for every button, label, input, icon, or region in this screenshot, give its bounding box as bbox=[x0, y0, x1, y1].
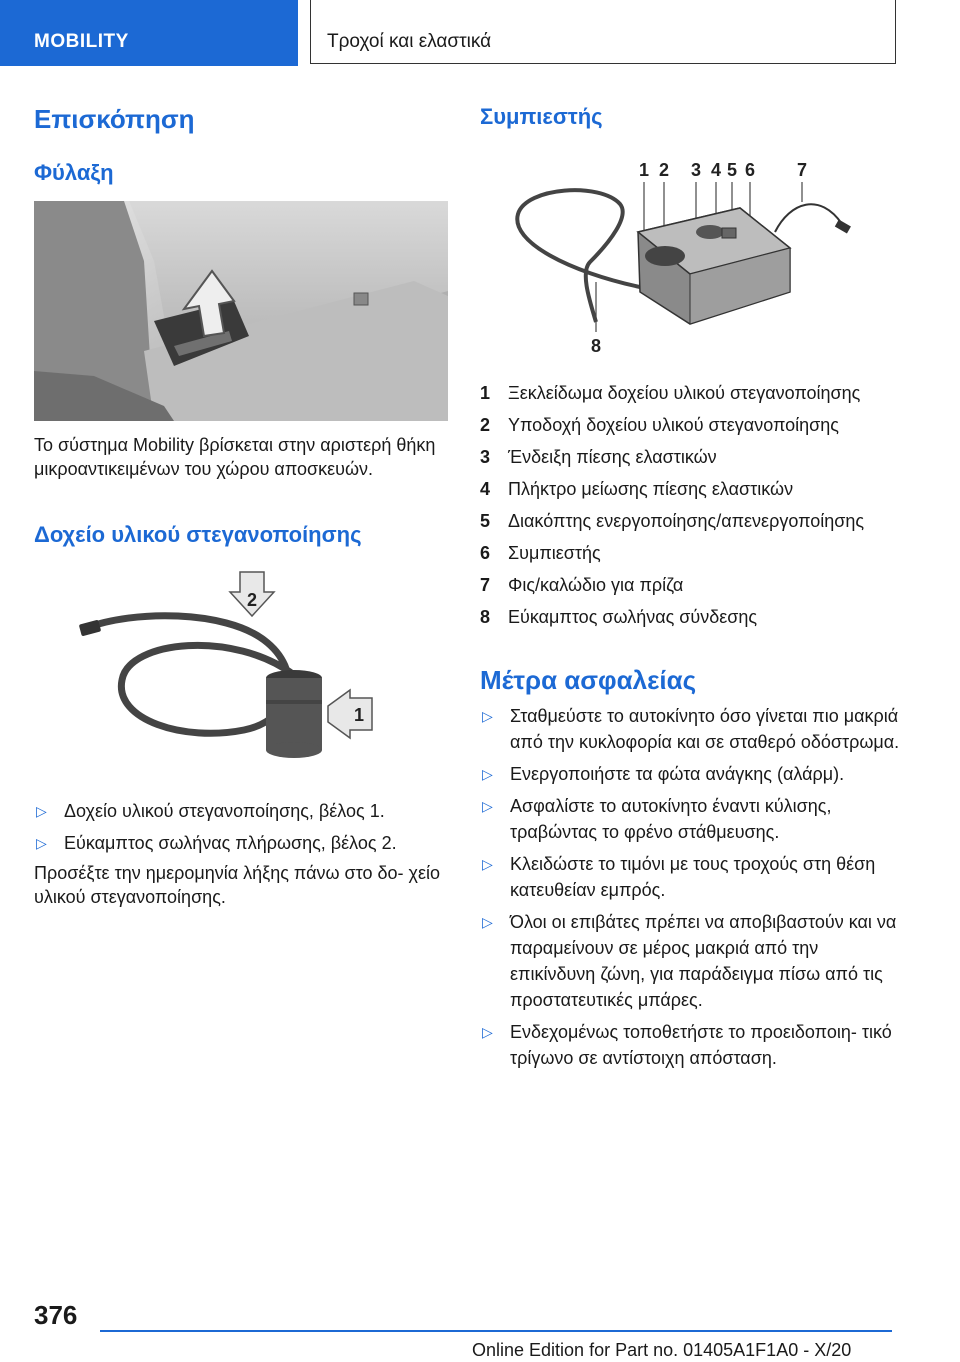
callout-1: 1 bbox=[353, 705, 365, 725]
callout-2: 2 bbox=[246, 590, 258, 610]
legend-item: 8 Εύκαμπτος σωλήνας σύνδεσης bbox=[480, 607, 758, 627]
legend-item: 1 Ξεκλείδωμα δοχείου υλικού στεγανοποίησης bbox=[480, 383, 861, 403]
callout-1: 1 bbox=[638, 160, 650, 180]
list-item: ▷ Ασφαλίστε το αυτοκίνητο έναντι κύλισης, τραβώντας το φρένο στάθμευσης. bbox=[480, 793, 900, 845]
compressor-heading: Συμπιεστής bbox=[480, 104, 603, 129]
list-item: ▷ Δοχείο υλικού στεγανοποίησης, βέλος 1. bbox=[34, 798, 448, 824]
triangle-bullet-icon: ▷ bbox=[482, 766, 493, 782]
legend-item: 4 Πλήκτρο μείωσης πίεσης ελαστικών bbox=[480, 479, 794, 499]
callout-4: 4 bbox=[710, 160, 722, 180]
list-item: ▷ Σταθμεύστε το αυτοκίνητο όσο γίνεται πιο μακριά από την κυκλοφορία και σε σταθερό οδόστρωμα. bbox=[480, 703, 900, 755]
callout-6: 6 bbox=[744, 160, 756, 180]
page-number: 376 bbox=[34, 1300, 78, 1330]
callout-8: 8 bbox=[590, 336, 602, 356]
list-item: ▷ Εύκαμπτος σωλήνας πλήρωσης, βέλος 2. bbox=[34, 830, 448, 856]
list-item: ▷ Ενεργοποιήστε τα φώτα ανάγκης (αλάρμ). bbox=[480, 761, 900, 787]
container-heading: Δοχείο υλικού στεγανοποίησης bbox=[34, 522, 362, 547]
compressor-diagram bbox=[490, 152, 870, 362]
section-tab: MOBILITY bbox=[0, 0, 298, 66]
triangle-bullet-icon: ▷ bbox=[36, 835, 47, 851]
callout-3: 3 bbox=[690, 160, 702, 180]
page-header bbox=[0, 0, 960, 66]
legend-item: 6 Συμπιεστής bbox=[480, 543, 601, 563]
container-bullets bbox=[34, 798, 448, 856]
callout-5: 5 bbox=[726, 160, 738, 180]
storage-description: Το σύστημα Mobility βρίσκεται στην αριστερή θήκη μικροαντικειμένων του χώρου αποσκευών. bbox=[34, 435, 436, 479]
chapter-title: Τροχοί και ελαστικά bbox=[310, 0, 896, 64]
triangle-bullet-icon: ▷ bbox=[36, 803, 47, 819]
list-item: ▷ Κλειδώστε το τιμόνι με τους τροχούς στη θέση κατευθείαν εμπρός. bbox=[480, 851, 900, 903]
safety-heading: Μέτρα ασφαλείας bbox=[480, 665, 697, 695]
legend-item: 2 Υποδοχή δοχείου υλικού στεγανοποίησης bbox=[480, 415, 839, 435]
triangle-bullet-icon: ▷ bbox=[482, 856, 493, 872]
edition-text: Online Edition for Part no. 01405A1F1A0 - X/20 bbox=[472, 1340, 852, 1360]
callout-7: 7 bbox=[796, 160, 808, 180]
legend-item: 5 Διακόπτης ενεργοποίησης/απενεργοποίησης bbox=[480, 511, 865, 531]
overview-title: Επισκόπηση bbox=[34, 104, 195, 134]
triangle-bullet-icon: ▷ bbox=[482, 914, 493, 930]
triangle-bullet-icon: ▷ bbox=[482, 1024, 493, 1040]
list-item: ▷ Ενδεχομένως τοποθετήστε το προειδοποιη- τικό τρίγωνο σε αντίστοιχη απόσταση. bbox=[480, 1019, 900, 1071]
trunk-compartment-photo bbox=[34, 201, 448, 421]
compressor-legend bbox=[480, 377, 900, 633]
container-note: Προσέξτε την ημερομηνία λήξης πάνω στο δο- χείο υλικού στεγανοποίησης. bbox=[34, 863, 441, 907]
list-item: ▷ Όλοι οι επιβάτες πρέπει να αποβιβαστούν και να παραμείνουν σε μέρος μακριά από την επικίνδυνη ζώνη, για παράδειγμα πίσω από τις προστατευτικές μπάρες. bbox=[480, 909, 900, 1013]
callout-2: 2 bbox=[658, 160, 670, 180]
footer-divider bbox=[100, 1330, 892, 1332]
trunk-compartment-illustration bbox=[34, 201, 448, 421]
legend-item: 3 Ένδειξη πίεσης ελαστικών bbox=[480, 447, 717, 467]
storage-heading: Φύλαξη bbox=[34, 160, 114, 185]
safety-bullets bbox=[480, 703, 900, 1071]
triangle-bullet-icon: ▷ bbox=[482, 798, 493, 814]
sealant-container-diagram bbox=[74, 570, 390, 760]
legend-item: 7 Φις/καλώδιο για πρίζα bbox=[480, 575, 684, 595]
triangle-bullet-icon: ▷ bbox=[482, 708, 493, 724]
